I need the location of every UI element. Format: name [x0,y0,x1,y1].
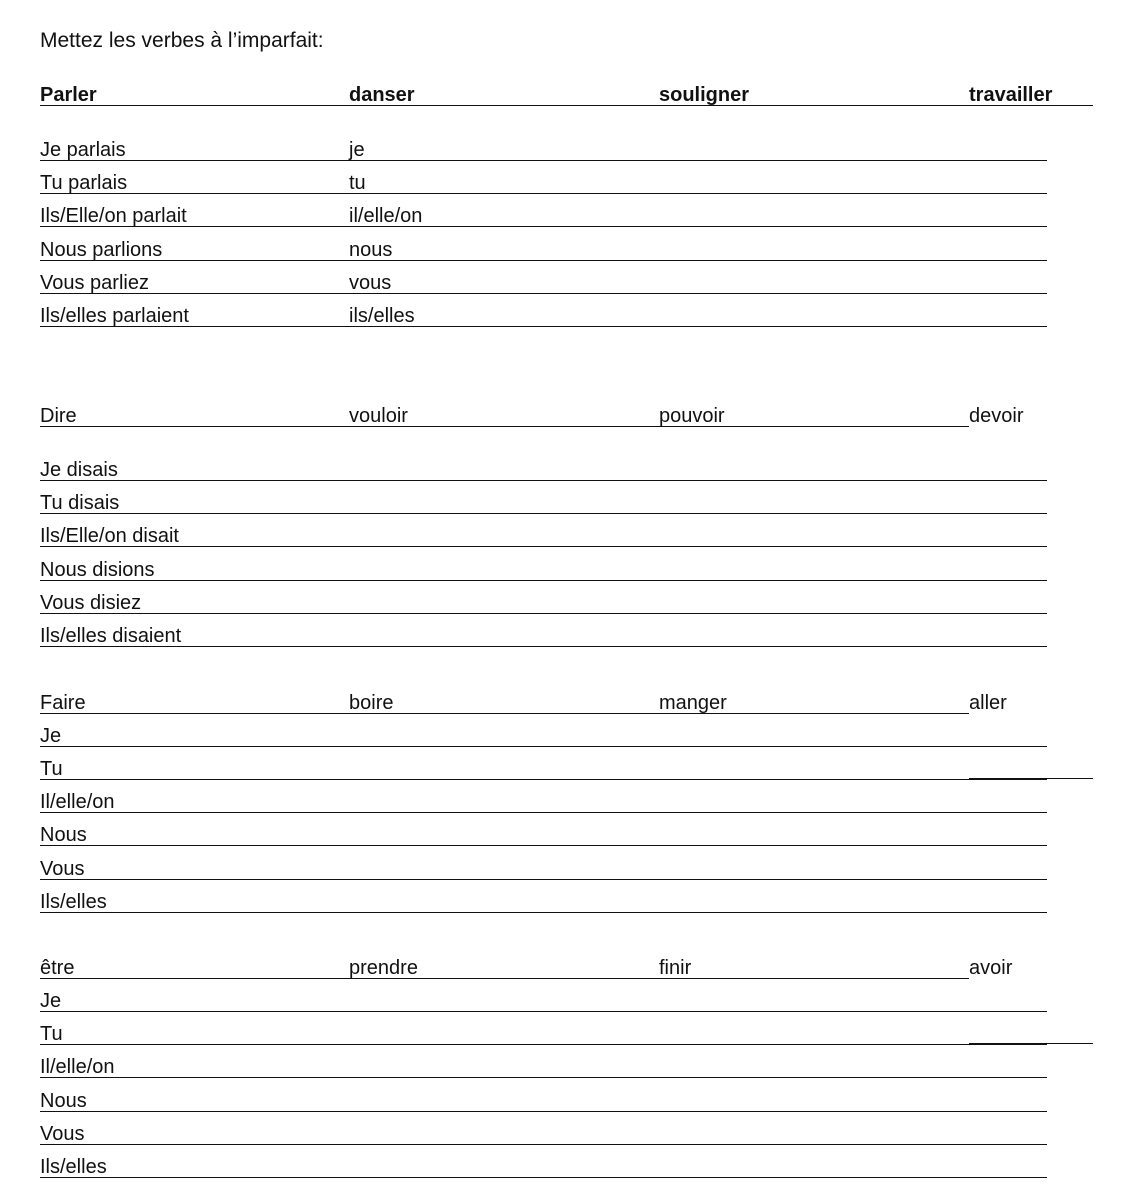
verb-heading: souligner [659,84,750,106]
conjugation-row[interactable] [0,591,1126,625]
pronoun-blank: tu [349,172,366,194]
pronoun-form: Ils/elles [40,1156,107,1178]
conjugation-row[interactable] [0,238,1126,272]
verb-heading: pouvoir [659,405,725,427]
answer-line [40,513,1047,514]
answer-line [40,879,1047,880]
answer-line [40,1177,1047,1178]
conjugation-row[interactable] [0,724,1126,758]
verb-heading: devoir [969,405,1024,427]
answer-line [40,546,1047,547]
conjugation-row[interactable] [0,171,1126,205]
answer-line [40,480,1047,481]
answer-line [40,646,1047,647]
answer-line [40,613,1047,614]
conjugation-row[interactable] [0,823,1126,857]
pronoun-form: Vous parliez [40,272,149,294]
answer-line [40,1111,1047,1112]
verb-heading: finir [659,957,692,979]
conjugation-row[interactable] [0,558,1126,592]
conjugation-row[interactable] [0,790,1126,824]
pronoun-form: Vous [40,1123,85,1145]
conjugation-row[interactable] [0,1055,1126,1089]
pronoun-blank: nous [349,239,393,261]
conjugation-row[interactable] [0,204,1126,238]
conjugation-row[interactable] [0,857,1126,891]
conjugation-row[interactable] [0,524,1126,558]
verb-heading: manger [659,692,727,714]
pronoun-blank: vous [349,272,392,294]
verb-heading: travailler [969,84,1053,106]
conjugation-row[interactable] [0,1022,1126,1056]
verb-heading: vouloir [349,405,408,427]
answer-line [40,812,1047,813]
answer-line [40,746,1047,747]
answer-line [40,226,1047,227]
pronoun-form: Tu disais [40,492,120,514]
section-1-header [0,83,1126,117]
pronoun-form: Il/elle/on [40,791,115,813]
pronoun-blank: il/elle/on [349,205,423,227]
pronoun-form: Je [40,725,62,747]
verb-heading: Parler [40,84,97,106]
pronoun-form: Tu parlais [40,172,128,194]
pronoun-form: Tu [40,1023,63,1045]
verb-heading: aller [969,692,1007,714]
pronoun-form: Nous disions [40,559,155,581]
pronoun-form: Ils/elles parlaient [40,305,189,327]
conjugation-row[interactable] [0,491,1126,525]
verb-heading: avoir [969,957,1013,979]
pronoun-form: Nous parlions [40,239,163,261]
answer-line [40,160,1047,161]
conjugation-row[interactable] [0,138,1126,172]
extra-line [969,778,1093,779]
verb-heading: prendre [349,957,418,979]
section-2-header [0,404,1126,438]
verb-heading: boire [349,692,394,714]
conjugation-row[interactable] [0,757,1126,791]
conjugation-row[interactable] [0,458,1126,492]
answer-line [40,912,1047,913]
pronoun-form: Je [40,990,62,1012]
pronoun-form: Ils/elles disaient [40,625,182,647]
pronoun-form: Ils/Elle/on disait [40,525,179,547]
answer-line [40,1144,1047,1145]
verb-heading: danser [349,84,415,106]
header-underline [40,426,969,427]
pronoun-form: Ils/elles [40,891,107,913]
pronoun-form: Ils/Elle/on parlait [40,205,187,227]
answer-line [40,1044,1047,1045]
header-underline [40,713,969,714]
answer-line [40,326,1047,327]
conjugation-row[interactable] [0,624,1126,658]
answer-line [40,293,1047,294]
header-underline [40,105,1093,106]
answer-line [40,845,1047,846]
conjugation-row[interactable] [0,271,1126,305]
extra-line [969,1043,1093,1044]
section-4-header [0,956,1126,990]
pronoun-form: Il/elle/on [40,1056,115,1078]
pronoun-form: Je disais [40,459,118,481]
answer-line [40,193,1047,194]
answer-line [40,779,1047,780]
pronoun-form: Vous [40,858,85,880]
pronoun-blank: je [349,139,365,161]
pronoun-form: Vous disiez [40,592,142,614]
header-underline [40,978,969,979]
pronoun-form: Nous [40,824,87,846]
pronoun-form: Je parlais [40,139,126,161]
answer-line [40,580,1047,581]
section-3-header [0,691,1126,725]
conjugation-row[interactable] [0,890,1126,924]
conjugation-row[interactable] [0,989,1126,1023]
verb-heading: Faire [40,692,86,714]
answer-line [40,1011,1047,1012]
conjugation-row[interactable] [0,1122,1126,1156]
verb-heading: Dire [40,405,77,427]
answer-line [40,260,1047,261]
instruction-text: Mettez les verbes à l’imparfait: [40,29,324,52]
conjugation-row[interactable] [0,304,1126,338]
pronoun-form: Tu [40,758,63,780]
conjugation-row[interactable] [0,1155,1126,1189]
conjugation-row[interactable] [0,1089,1126,1123]
verb-heading: être [40,957,75,979]
answer-line [40,1077,1047,1078]
pronoun-blank: ils/elles [349,305,415,327]
pronoun-form: Nous [40,1090,87,1112]
